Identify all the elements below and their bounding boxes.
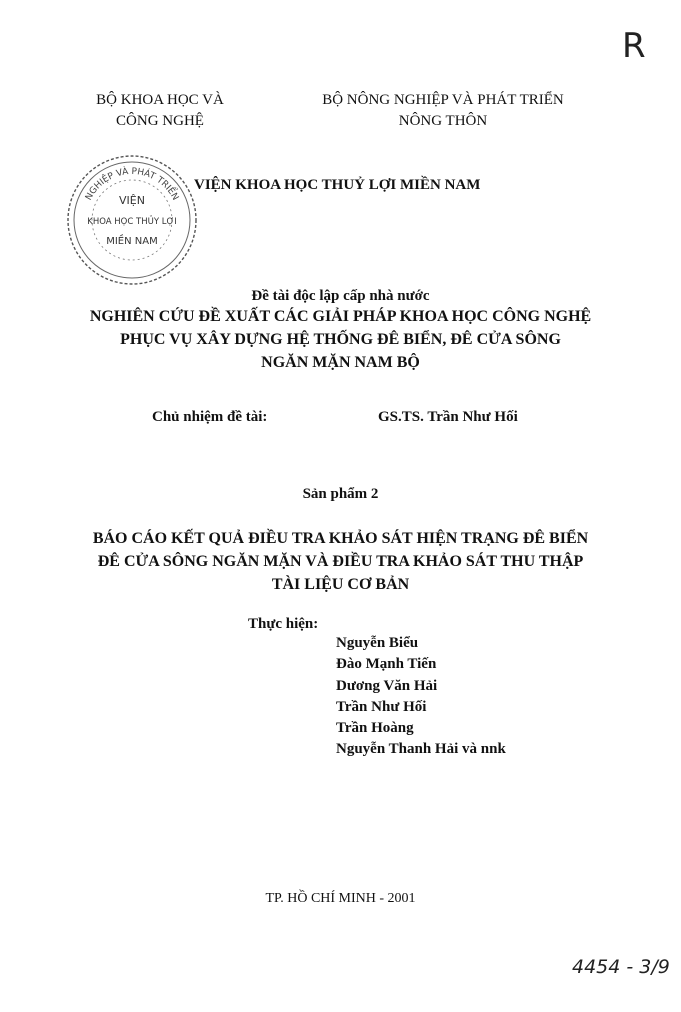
performer-name: Dương Văn Hải — [336, 677, 438, 694]
ministry-right-line-1: BỘ NÔNG NGHIỆP VÀ PHÁT TRIỂN — [322, 92, 564, 108]
report-title-line-2: ĐÊ CỬA SÔNG NGĂN MẶN VÀ ĐIỀU TRA KHẢO SÁT THU THẬP — [97, 553, 584, 570]
report-title-line-3: TÀI LIỆU CƠ BẢN — [271, 576, 410, 593]
project-title-line-1: NGHIÊN CỨU ĐỀ XUẤT CÁC GIẢI PHÁP KHOA HỌC CÔNG NGHỆ — [89, 308, 592, 325]
performer-name: Nguyễn Biểu — [336, 635, 419, 651]
project-title-line-2: PHỤC VỤ XÂY DỰNG HỆ THỐNG ĐÊ BIỂN, ĐÊ CỬA SÔNG — [120, 331, 561, 348]
product-label: Sản phẩm 2 — [302, 486, 379, 502]
stamp-line-2: KHOA HỌC THỦY LỢI — [87, 217, 177, 227]
project-title-line-3: NGĂN MẶN NAM BỘ — [261, 354, 420, 371]
leader-label: Chủ nhiệm đề tài: — [152, 409, 268, 425]
report-title — [20, 527, 661, 596]
performers-label: Thực hiện: — [248, 616, 319, 632]
performers-list — [336, 633, 506, 761]
ministry-left — [70, 90, 250, 132]
stamp-top-text: NGHIỆP VÀ PHÁT TRIỂN — [83, 166, 181, 203]
institute-name: VIỆN KHOA HỌC THUỶ LỢI MIỀN NAM — [194, 177, 481, 193]
stamp-line-3: MIỀN NAM — [106, 236, 158, 247]
performer-name: Trần Hoàng — [336, 720, 414, 737]
project-type: Đề tài độc lập cấp nhà nước — [251, 288, 430, 304]
report-title-line-1: BÁO CÁO KẾT QUẢ ĐIỀU TRA KHẢO SÁT HIỆN TRẠNG ĐÊ BIỂN — [92, 530, 589, 547]
corner-mark: R — [622, 26, 646, 66]
institute-stamp — [64, 152, 200, 288]
project-title — [20, 305, 661, 374]
stamp-line-1: VIỆN — [119, 194, 145, 207]
performer-name: Đào Mạnh Tiến — [336, 656, 437, 673]
leader-name: GS.TS. Trần Như Hối — [378, 409, 518, 425]
performer-name: Nguyễn Thanh Hải và nnk — [336, 741, 506, 758]
performer-name: Trần Như Hối — [336, 698, 427, 715]
ministry-left-line-1: BỘ KHOA HỌC VÀ — [96, 92, 224, 108]
footer-place-year: TP. HỒ CHÍ MINH - 2001 — [265, 891, 416, 906]
ministry-left-line-2: CÔNG NGHỆ — [116, 113, 204, 129]
ministry-right-line-2: NÔNG THÔN — [398, 113, 488, 129]
ministry-right — [285, 90, 601, 132]
handwritten-code: 4454 - 3/9 — [572, 956, 670, 978]
